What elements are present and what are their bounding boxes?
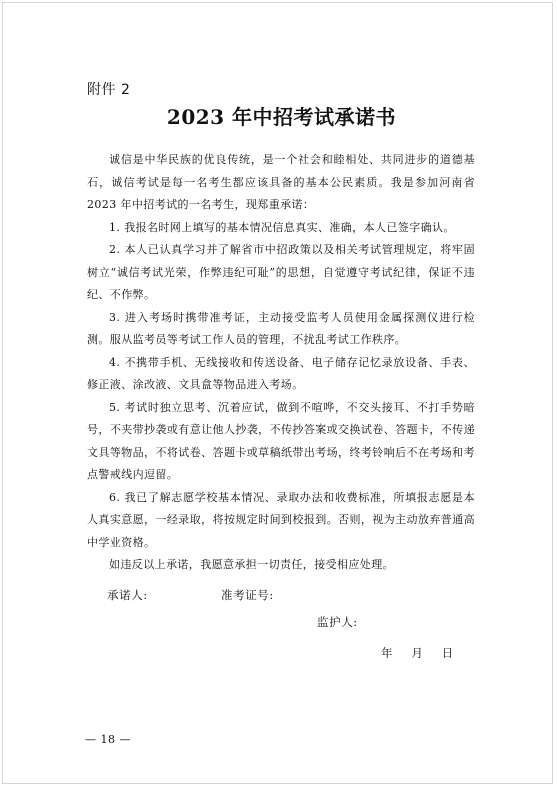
page-number: — 18 — [85, 733, 131, 746]
intro-paragraph: 诚信是中华民族的优良传统，是一个社会和睦相处、共同进步的道德基石，诚信考试是每一名考生都应该具备的基本公民素质。我是参加河南省 2023 年中招考试的一名考生，现郑重承诺： [87, 153, 475, 211]
pledge-body [87, 149, 475, 577]
attachment-label: 附件 2 [87, 82, 131, 98]
pledge-item-1: 1. 我报名时网上填写的基本情况信息真实、准确，本人已签字确认。 [109, 220, 455, 234]
pledge-item-4: 4. 不携带手机、无线接收和传送设备、电子储存记忆录放设备、手表、修正液、涂改液、文具盒等物品进入考场。 [87, 355, 475, 391]
ticket-number-label: 准考证号: [221, 588, 274, 602]
pledge-item-6: 6. 我已了解志愿学校基本情况、录取办法和收费标准，所填报志愿是本人真实意愿，一经录取，将按规定时间到校报到。否则，视为主动放弃普通高中学业资格。 [87, 490, 475, 549]
date-line: 年 月 日 [381, 646, 454, 660]
pledge-item-5: 5. 考试时独立思考、沉着应试，做到不喧哗，不交头接耳、不打手势暗号，不夹带抄袭或有意让他人抄袭，不传抄答案或交换试卷、答题卡，不传递文具等物品，不将试卷、答题卡或草稿纸带出考场，终考铃响后不在考场和考点警戒线内逗留。 [87, 400, 475, 481]
pledger-label: 承诺人: [107, 588, 148, 602]
closing-paragraph: 如违反以上承诺，我愿意承担一切责任，接受相应处理。 [109, 558, 394, 571]
pledge-item-2: 2. 本人已认真学习并了解省市中招政策以及相关考试管理规定，将牢固树立“诚信考试光荣，作弊违纪可耻”的思想，自觉遵守考试纪律，保证不违纪、不作弊。 [87, 243, 475, 301]
page [2, 2, 553, 784]
supervisor-label: 监护人: [317, 615, 358, 629]
pledge-item-3: 3. 进入考场时携带准考证，主动接受监考人员使用金属探测仪进行检测。服从监考员等考试工作人员的管理，不扰乱考试工作秩序。 [87, 310, 475, 346]
document-title: 2023 年中招考试承诺书 [166, 105, 397, 129]
